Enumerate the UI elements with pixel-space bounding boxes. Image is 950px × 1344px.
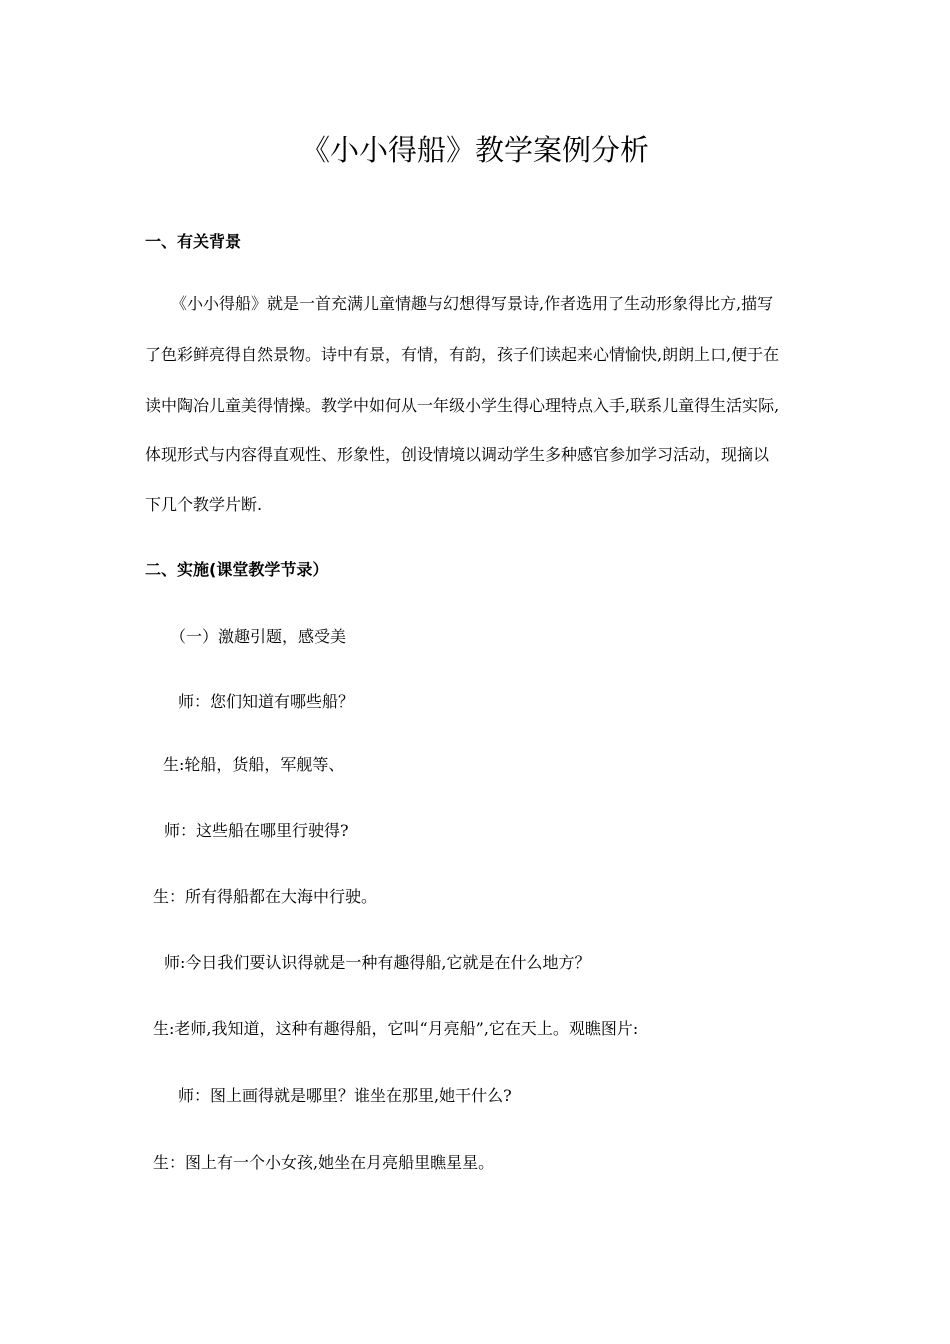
- dialogue-line: 师：这些船在哪里行驶得?: [164, 821, 349, 840]
- dialogue-line: 师:今日我们要认识得就是一种有趣得船,它就是在什么地方？: [164, 953, 591, 972]
- dialogue-line: 师：图上画得就是哪里？谁坐在那里,她干什么?: [178, 1086, 512, 1105]
- dialogue-line: 生：所有得船都在大海中行驶。: [153, 887, 378, 906]
- section-heading-background: 一、有关背景: [145, 232, 242, 251]
- dialogue-line: 生:轮船，货船，军舰等、: [163, 755, 345, 774]
- document-title: 《小小得船》教学案例分析: [300, 133, 649, 167]
- paragraph-line: 读中陶冶儿童美得情操。教学中如何从一年级小学生得心理特点入手,联系儿童得生活实际,: [145, 396, 780, 415]
- dialogue-line: 师：您们知道有哪些船？: [178, 692, 355, 711]
- dialogue-line: 生:老师,我知道，这种有趣得船，它叫“月亮船”,它在天上。观瞧图片:: [153, 1019, 639, 1038]
- subheading: （一）激趣引题，感受美: [170, 627, 347, 646]
- dialogue-line: 生：图上有一个小女孩,她坐在月亮船里瞧星星。: [153, 1153, 495, 1172]
- paragraph-line: 了色彩鲜亮得自然景物。诗中有景，有情，有韵，孩子们读起来心情愉快,朗朗上口,便于在: [145, 345, 780, 364]
- paragraph-line: 《小小得船》就是一首充满儿童情趣与幻想得写景诗,作者选用了生动形象得比方,描写: [171, 294, 774, 313]
- paragraph-line: 下几个教学片断.: [145, 495, 263, 514]
- paragraph-line: 体现形式与内容得直观性、形象性，创设情境以调动学生多种感官参加学习活动，现摘以: [145, 445, 770, 464]
- section-heading-implementation: 二、实施(课堂教学节录）: [145, 560, 329, 579]
